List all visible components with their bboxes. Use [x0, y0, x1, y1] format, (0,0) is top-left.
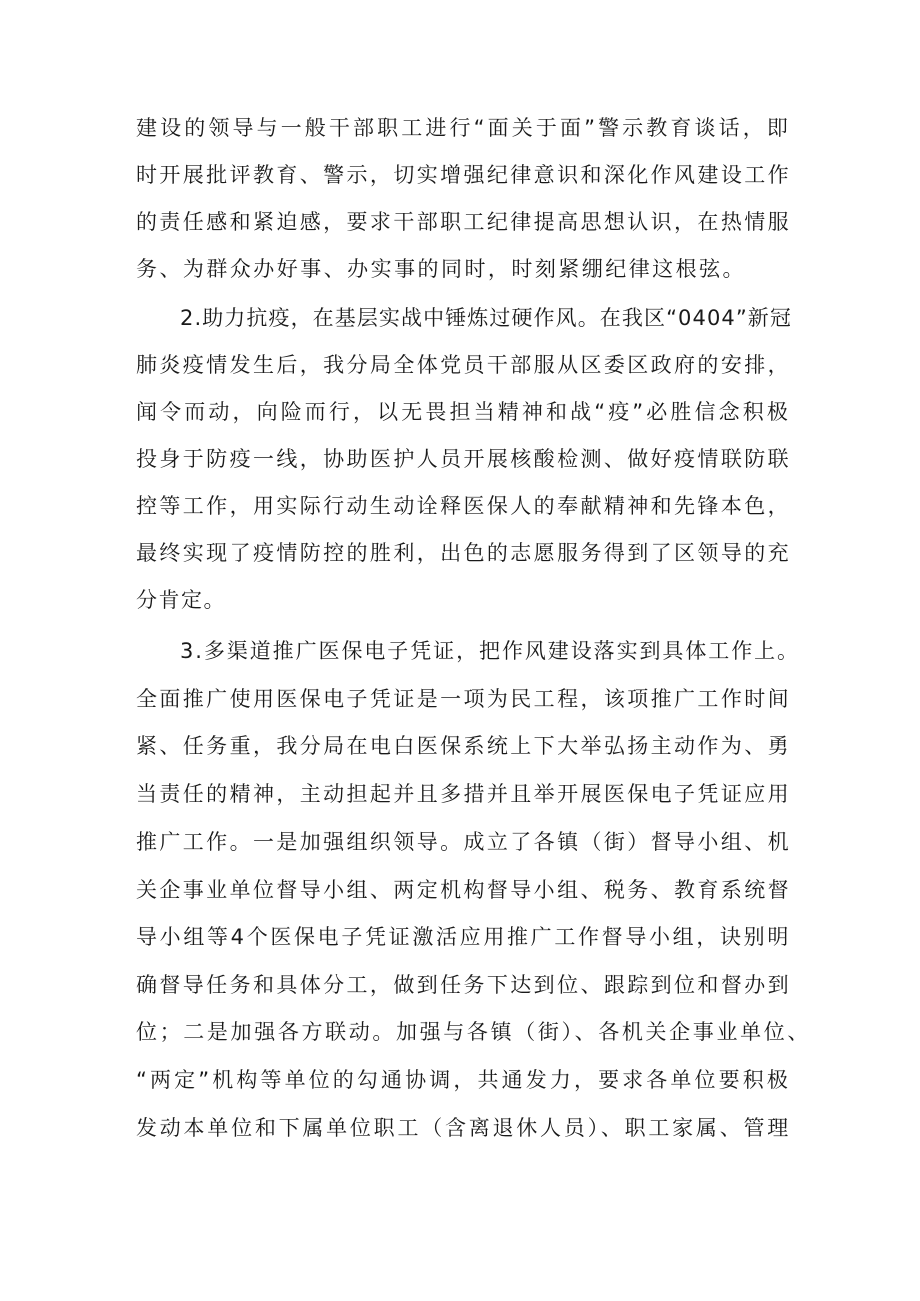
text-line: 发动本单位和下属单位职工（含离退休人员）、职工家属、管理	[136, 1116, 791, 1140]
paragraph-3-heading-line: 3.多渠道推广医保电子凭证，把作风建设落实到具体工作上。	[180, 639, 800, 663]
text-line: 最终实现了疫情防控的胜利，出色的志愿服务得到了区领导的充	[136, 541, 791, 565]
text-line: 推广工作。一是加强组织领导。成立了各镇（街）督导小组、机	[136, 830, 791, 854]
text-line: 控等工作，用实际行动生动诠释医保人的奉献精神和先锋本色，	[136, 494, 791, 518]
text-line: 建设的领导与一般干部职工进行“面关于面”警示教育谈话，即	[136, 116, 791, 140]
text-line: 的责任感和紧迫感，要求干部职工纪律提高思想认识，在热情服	[136, 210, 791, 234]
text-line: 位；二是加强各方联动。加强与各镇（街）、各机关企事业单位、	[136, 1020, 811, 1044]
text-line: 全面推广使用医保电子凭证是一项为民工程，该项推广工作时间	[136, 687, 791, 711]
text-line: 分肯定。	[136, 588, 226, 612]
text-line: “两定”机构等单位的勾通协调，共通发力，要求各单位要积极	[136, 1068, 791, 1092]
text-line: 导小组等4个医保电子凭证激活应用推广工作督导小组，诀别明	[136, 925, 791, 949]
text-line: 确督导任务和具体分工，做到任务下达到位、跟踪到位和督办到	[136, 973, 791, 997]
text-line: 时开展批评教育、警示，切实增强纪律意识和深化作风建设工作	[136, 163, 791, 187]
text-line: 闻令而动，向险而行，以无畏担当精神和战“疫”必胜信念积极	[136, 400, 791, 424]
text-line: 投身于防疫一线，协助医护人员开展核酸检测、做好疫情联防联	[136, 447, 791, 471]
text-line: 肺炎疫情发生后，我分局全体党员干部服从区委区政府的安排，	[136, 353, 791, 377]
text-line: 紧、任务重，我分局在电白医保系统上下大举弘扬主动作为、勇	[136, 734, 791, 758]
paragraph-2-heading-line: 2.助力抗疫，在基层实战中锤炼过硬作风。在我区“0404”新冠	[180, 306, 792, 330]
text-line: 关企事业单位督导小组、两定机构督导小组、税务、教育系统督	[136, 878, 791, 902]
text-line: 当责任的精神，主动担起并且多措并且举开展医保电子凭证应用	[136, 782, 791, 806]
text-line: 务、为群众办好事、办实事的同时，时刻紧绷纪律这根弦。	[136, 257, 746, 281]
